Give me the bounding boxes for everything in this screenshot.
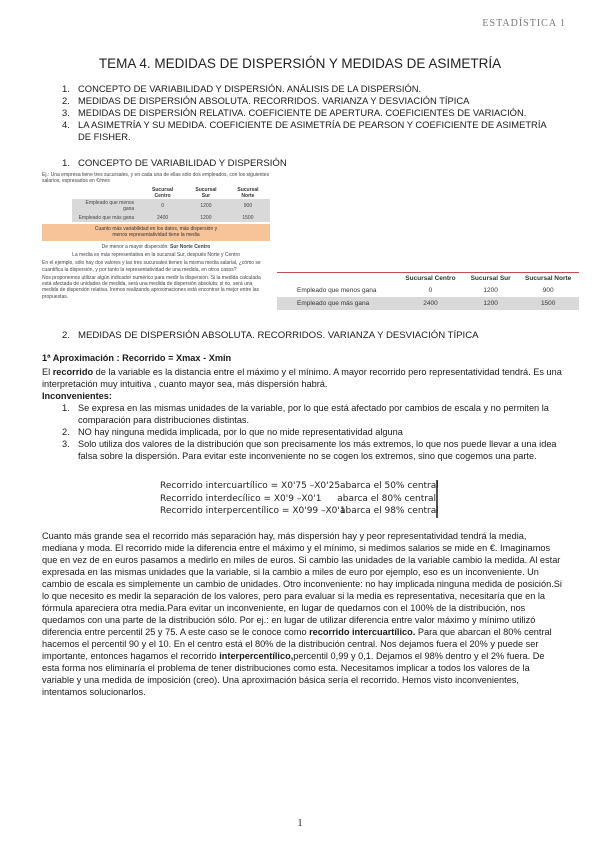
example-paragraph: Nos proponemos utilizar algún indicador numérico para medir la dispersión. Si la medida calculada está afectada de unidades de medida, será una medida de dispersión absoluta; si no, será una medida de dispersión relativa. Iremos realizando aproximaciones está encontrar la mejor entre las propuestas. xyxy=(42,274,261,300)
ranges-box xyxy=(160,480,438,518)
toc-text: MEDIDAS DE DISPERSIÓN RELATIVA. COEFICIENTE DE APERTURA. COEFICIENTES DE VARIACIÓN. xyxy=(78,107,527,118)
table-row xyxy=(72,214,270,222)
table-cell: 900 xyxy=(226,199,270,214)
range-formula: Recorrido interdecílico = X0'9 –X0'1 xyxy=(160,493,322,504)
table-cell: 1200 xyxy=(186,199,226,214)
toc-text: MEDIDAS DE DISPERSIÓN ABSOLUTA. RECORRIDOS. VARIANZA Y DESVIACIÓN TÍPICA xyxy=(78,95,470,106)
table-cell: 0 xyxy=(428,287,433,294)
toc-text: LA ASIMETRÍA Y SU MEDIDA. COEFICIENTE DE ASIMETRÍA DE PEARSON Y COEFICIENTE DE ASIMETRÍA DE FISHER. xyxy=(78,119,547,142)
toc-number: 3. xyxy=(62,107,70,118)
final-paragraph xyxy=(42,530,562,698)
list-item xyxy=(42,438,562,462)
table-of-contents xyxy=(62,83,552,143)
table-cell: 1500 xyxy=(226,214,270,222)
range-formula: Recorrido intercuartílico = X0'75 –X0'25 xyxy=(160,481,341,491)
toc-item xyxy=(62,119,552,143)
example-paragraph: En el ejemplo, sólo hay dos valores y las tres sucursales tienen la misma media salarial, ¿cómo se cuantifica la dispersión, y por tanto la representatividad de una medida, en otros casos? xyxy=(42,260,261,273)
table-cell: 1200 xyxy=(483,287,498,294)
recorrido-definition xyxy=(42,366,562,390)
toc-item xyxy=(62,83,552,95)
table-row xyxy=(277,284,579,297)
table-cell: 1200 xyxy=(464,297,517,310)
item-text: Se expresa en las mismas unidades de la variable, por lo que está afectado por cambios de escala y no permiten la comparación para distribuciones distintas. xyxy=(78,403,549,425)
list-item xyxy=(42,426,562,438)
item-number: 1. xyxy=(62,403,70,413)
range-formula: Recorrido interpercentílico = X0'99 –X0'1 xyxy=(160,506,346,516)
table-cell: 900 xyxy=(542,287,554,294)
highlight-line: menos representatividad tiene la media xyxy=(112,232,200,239)
section-2-heading xyxy=(62,330,479,341)
row-label: Empleado que más gana xyxy=(277,297,397,310)
table-cell: 1500 xyxy=(517,297,579,310)
example-note: La media es más representativa en la sucursal Sur, después Norte y Centro xyxy=(72,251,240,258)
table-cell: 2400 xyxy=(397,297,464,310)
section-title: MEDIDAS DE DISPERSIÓN ABSOLUTA. RECORRIDOS. VARIANZA Y DESVIACIÓN TÍPICA xyxy=(78,330,479,341)
table-cell: 2400 xyxy=(139,214,186,222)
order-values: Sur Norte Centro xyxy=(170,243,211,250)
table-row xyxy=(277,297,579,310)
example-box xyxy=(42,172,270,322)
highlight-line: Cuanto más variabilidad en los datos, más dispersión y xyxy=(94,226,218,233)
bold-term: recorrido intercuartílico. xyxy=(309,627,416,637)
example-intro: Ej.: Una empresa tiene tres sucursales, y en cada una de ellas sólo dos empleados, con los siguientes salarios, expresados en €/mes xyxy=(42,172,270,185)
range-scope: abarca el 50% central xyxy=(340,481,439,491)
table-cell: 0 xyxy=(139,199,186,214)
list-item xyxy=(42,402,562,426)
column-header: Sucursal Centro xyxy=(405,275,456,282)
row-label: Empleado que menos gana xyxy=(72,199,139,214)
range-row xyxy=(160,505,439,518)
order-label: De menor a mayor dispersión: xyxy=(101,243,169,250)
item-text: Solo utiliza dos valores de la distribución que son precisamente los más extremos, lo que nos puede llevar a una idea falsa sobre la dispersión. Para evitar este inconveniente no se cogen los extremos, sino que cogemos una parte. xyxy=(78,439,557,461)
text-run: de la variable es la distancia entre el máximo y el mínimo. A mayor recorrido pero representatividad tendrá. Es una interpretación muy intuitiva , cuanto mayor sea, más dispersión habrá. xyxy=(42,367,562,389)
inconvenientes-list xyxy=(42,402,562,462)
bold-term: recorrido xyxy=(52,367,94,377)
highlight-note xyxy=(42,224,270,241)
section-title: CONCEPTO DE VARIABILIDAD Y DISPERSIÓN xyxy=(78,158,287,169)
table-row xyxy=(72,199,270,214)
page-title: TEMA 4. MEDIDAS DE DISPERSIÓN Y MEDIDAS DE ASIMETRÍA xyxy=(98,56,502,71)
row-label: Empleado que menos gana xyxy=(297,287,377,294)
text-run: El xyxy=(42,367,53,377)
range-row xyxy=(160,480,439,493)
row-label: Empleado que más gana xyxy=(72,214,139,222)
recorrido-section: 1ª Aproximación : Recorrido = Xmax - Xmin El recorrido de la variable es la distancia entre el máximo y el mínimo. A mayor recorrido pero representatividad tendrá. Es una interpretación muy intuitiva , cuanto mayor sea, más dispersión habrá. Inconvenientes: 1. Se expresa en las mismas unidades de la variable, por lo que está afectado por cambios de escala y no permiten la comparación para distribuciones distintas. 2. NO hay ninguna medida implicada, por lo que no mide representatividad alguna 3. Solo utiliza dos valores de la distribución que son precisamente los más extremos, lo que nos puede llevar a una idea falsa sobre la dispersión. Para evitar este inconveniente no se cogen los extremos, sino que cogemos una parte. xyxy=(42,353,562,461)
range-scope: abarca el 98% central xyxy=(340,506,439,516)
toc-number: 1. xyxy=(62,83,70,94)
range-row xyxy=(160,493,436,506)
item-text: NO hay ninguna medida implicada, por lo que no mide representatividad alguna xyxy=(78,427,403,437)
section-number: 2. xyxy=(62,330,71,341)
running-header: ESTADÍSTICA 1 xyxy=(482,18,566,29)
approximation-heading: 1ª Aproximación : Recorrido = Xmax - Xmin xyxy=(42,353,232,363)
salary-table xyxy=(277,272,579,310)
column-header: Sucursal Centro xyxy=(152,186,174,199)
toc-item xyxy=(62,107,552,119)
toc-text: CONCEPTO DE VARIABILIDAD Y DISPERSIÓN. ANÁLISIS DE LA DISPERSIÓN. xyxy=(78,83,422,94)
toc-number: 4. xyxy=(62,119,70,130)
text-run: Para que abarcan el 80% central hacemos el percentil 90 y el 10. En el centro está el 80% de la distribución central. Nos dejamos fuera el 20% y puede ser importante, entonces hagamos el recorrido xyxy=(42,627,552,661)
column-header: Sucursal Sur xyxy=(195,186,217,199)
column-header: Sucursal Norte xyxy=(525,275,572,282)
table-cell: 1200 xyxy=(186,214,226,222)
column-header: Sucursal Sur xyxy=(470,275,511,282)
dispersion-order xyxy=(42,244,270,250)
section-1-heading xyxy=(62,158,287,169)
section-number: 1. xyxy=(62,158,71,169)
toc-item xyxy=(62,95,552,107)
text-run: Cuanto más grande sea el recorrido más separación hay, más dispersión hay y peor representatividad tendrá la media, mediana y moda. El recorrido mide la diferencia entre el máximo y el mínimo, si medimos salarios se mide en €. Imaginamos que en vez de en euros pasamos a medirlo en miles de euros. Si cambio las unidades de la variable cambio la medida. Al estar expresada en las mismas unidades que la variable, si la cambio a miles de euro por ejemplo, eso es un inconveniente. Un cambio de escala es simplemente un cambio de unidades. Otro inconveniente: no hay implicada ninguna medida de posición.Si lo que necesito es medir la separación de los valores, pero para evaluar si la media es representativa, necesitaría que en la fórmula apareciera otra media.Para evitar un inconveniente, en lugar de quedarnos con el 100% de la distribución, nos quedamos con una parte de la distribución sólo. Por ej.: en lugar de utilizar diferencia entre valor máximo y mínimo utilizó diferencia entre percentil 25 y 75. A este caso se le conoce como xyxy=(42,531,562,637)
item-number: 3. xyxy=(62,439,70,449)
page-number: 1 xyxy=(297,818,303,829)
text-run: percentil 0,99 y 0,1. Dejamos el 98% dentro y el 2% fuera. De esta forma nos eliminaría el problema de tener distribuciones como esta. Necesitamos implicar a todos los valores de la variable y una medida de imposición (creo). Una aproximación básica sería el recorrido. Hemos visto inconvenientes, intentamos solucionarlos. xyxy=(42,651,545,697)
inconvenientes-label: Inconvenientes xyxy=(42,391,109,401)
item-number: 2. xyxy=(62,427,70,437)
toc-number: 2. xyxy=(62,95,70,106)
range-scope: abarca el 80% central xyxy=(337,493,436,504)
column-header: Sucursal Norte xyxy=(237,186,259,199)
example-table xyxy=(72,187,270,222)
bold-term: interpercentílico, xyxy=(219,651,294,661)
